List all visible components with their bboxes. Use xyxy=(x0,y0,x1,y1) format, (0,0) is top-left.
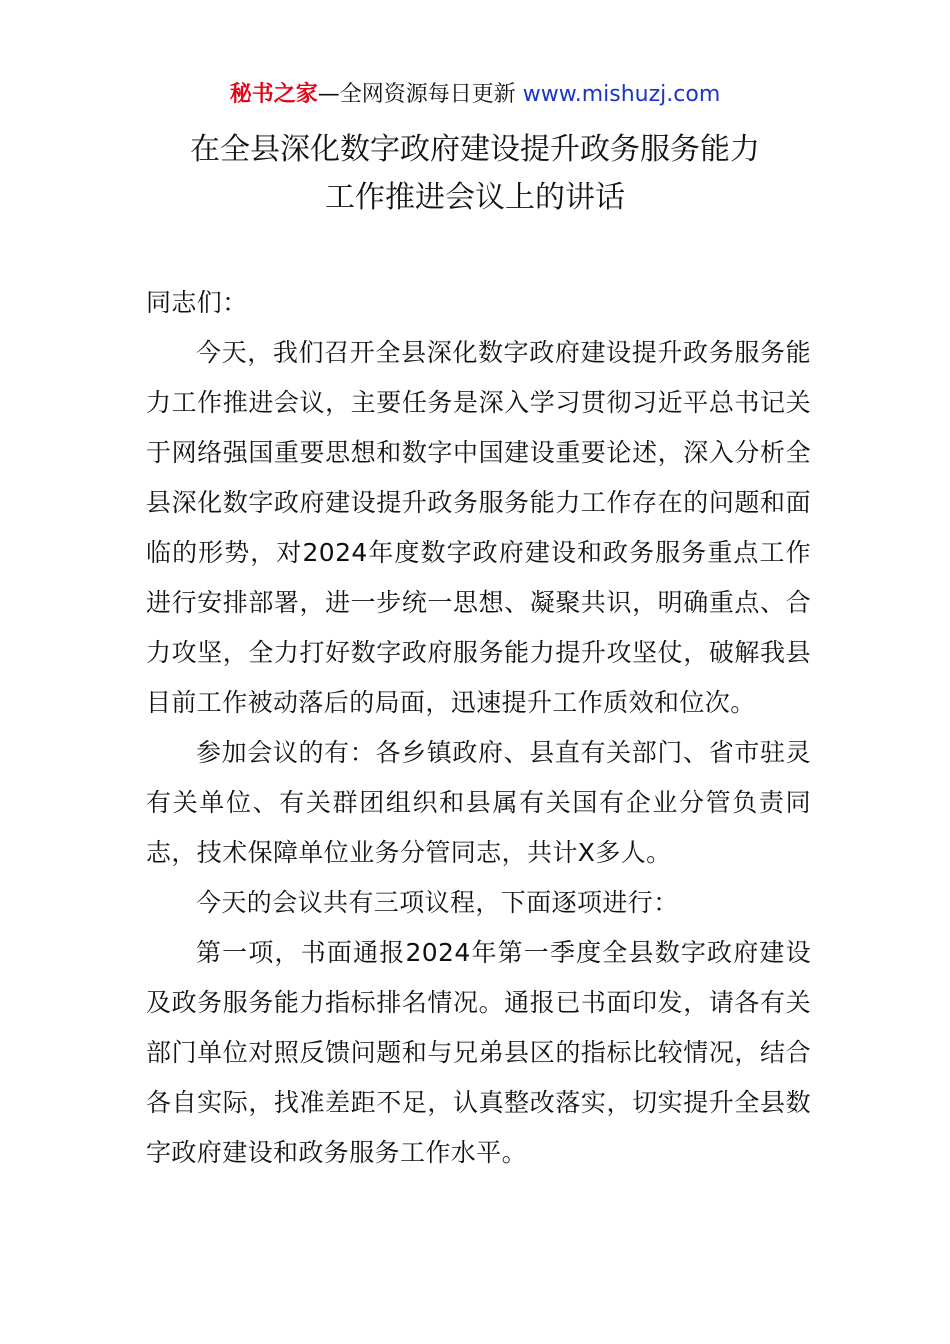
document-title-line-1: 在全县深化数字政府建设提升政务服务能力 xyxy=(190,132,760,167)
paragraph-attendees: 参加会议的有：各乡镇政府、县直有关部门、省市驻灵有关单位、有关群团组织和县属有关国有企业分管负责同志，技术保障单位业务分管同志，共计X多人。 xyxy=(146,738,811,867)
paragraph-agenda: 今天的会议共有三项议程，下面逐项进行： xyxy=(196,888,679,917)
header-tagline: —全网资源每日更新 xyxy=(317,82,516,107)
paragraph-item-one: 第一项，书面通报2024年第一季度全县数字政府建设及政务服务能力指标排名情况。通报已书面印发，请各有关部门单位对照反馈问题和与兄弟县区的指标比较情况，结合各自实际，找准差距不足，认真整改落实，切实提升全县数字政府建设和政务服务工作水平。 xyxy=(146,938,811,1167)
brand-name: 秘书之家 xyxy=(229,82,318,107)
salutation: 同志们： xyxy=(146,288,248,317)
document-title-line-2: 工作推进会议上的讲话 xyxy=(325,180,625,215)
paragraph-opening: 今天，我们召开全县深化数字政府建设提升政务服务能力工作推进会议，主要任务是深入学习贯彻习近平总书记关于网络强国重要思想和数字中国建设重要论述，深入分析全县深化数字政府建设提升政务服务能力工作存在的问题和面临的形势，对2024年度数字政府建设和政务服务重点工作进行安排部署，进一步统一思想、凝聚共识，明确重点、合力攻坚，全力打好数字政府服务能力提升攻坚仗，破解我县目前工作被动落后的局面，迅速提升工作质效和位次。 xyxy=(146,338,811,717)
document-body xyxy=(146,278,811,1178)
site-header xyxy=(0,80,950,110)
site-url-link[interactable]: www.mishuzj.com xyxy=(522,82,721,107)
